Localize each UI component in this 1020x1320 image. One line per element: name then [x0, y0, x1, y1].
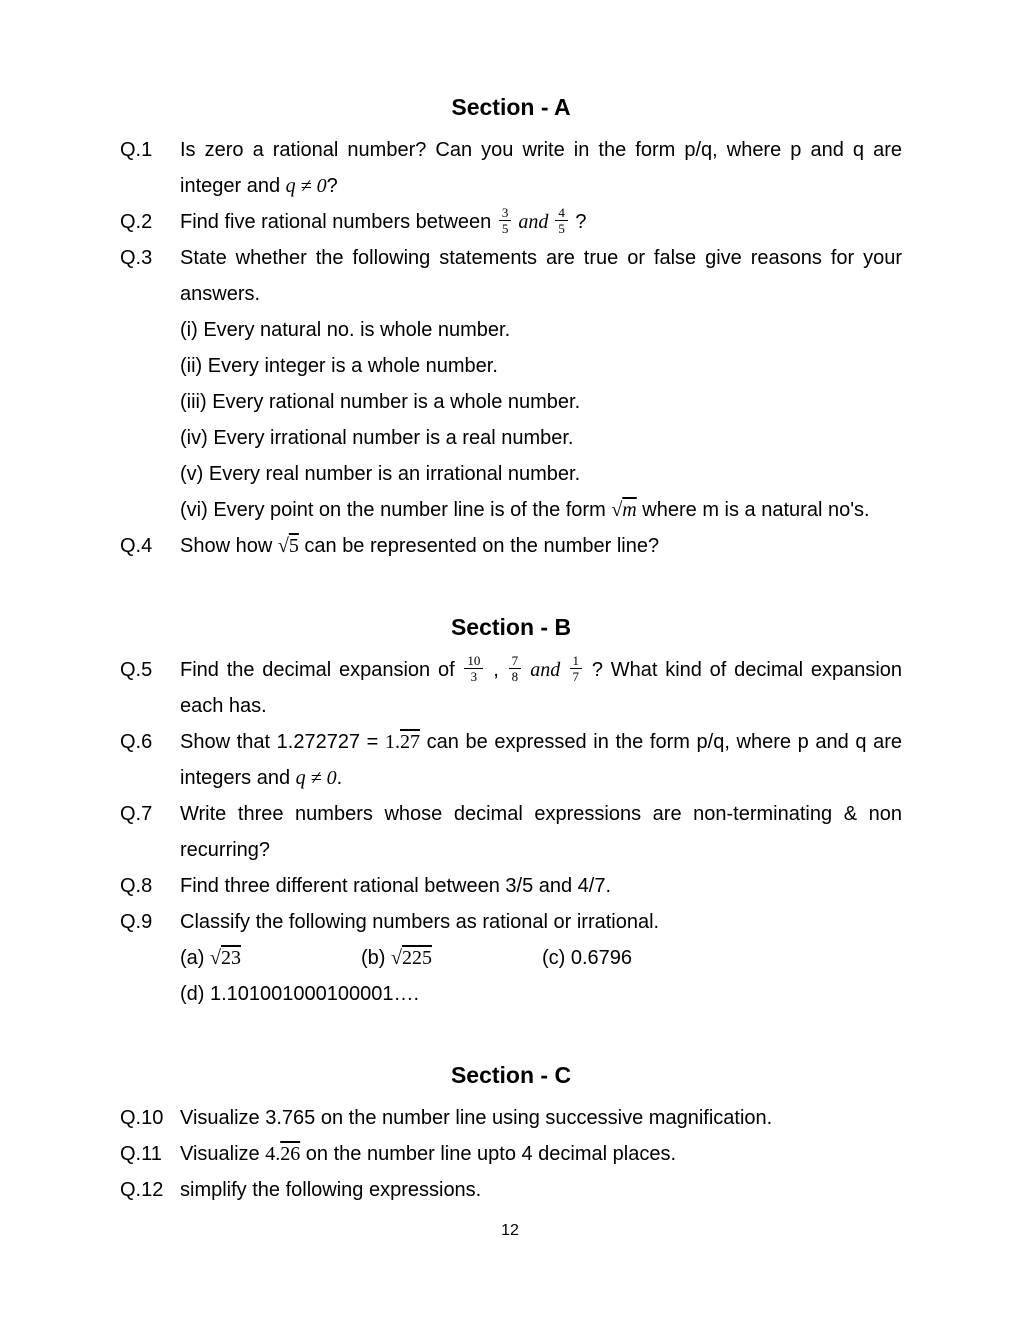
text-segment: Is zero a rational number? Can you write in the form p/q, where p and q are integer and [180, 139, 902, 197]
question-q5-label: Q.5 [120, 659, 153, 681]
repeating-decimal: 26 [280, 1143, 301, 1165]
question-q7-text: Write three numbers whose decimal expressions are non-terminating & non recurring? [180, 803, 902, 861]
question-q12-text: simplify the following expressions. [180, 1179, 482, 1201]
decimal-prefix: 4. [265, 1143, 281, 1165]
fraction [509, 653, 522, 684]
question-q10-text: Visualize 3.765 on the number line using successive magnification. [180, 1107, 773, 1129]
text-segment: ? [326, 175, 338, 197]
text-segment: , [485, 659, 507, 681]
text-segment: ? What kind of decimal expansion each has. [180, 659, 903, 717]
fraction-denominator: 5 [558, 221, 565, 237]
statement-item: (v) Every real number is an irrational number. [180, 463, 581, 485]
radicand: 5 [288, 535, 299, 557]
question-q4-label: Q.4 [120, 535, 153, 557]
question-q9-text [180, 904, 902, 1012]
option-a [180, 940, 361, 976]
text-segment: on the number line upto 4 decimal places. [300, 1143, 677, 1165]
fraction-denominator: 5 [501, 221, 509, 237]
text-segment: can be represented on the number line? [298, 535, 660, 557]
radical-icon: √ [611, 499, 623, 521]
question-q8-text: Find three different rational between 3/5 and 4/7. [180, 875, 612, 897]
sqrt-expression [391, 947, 432, 969]
statement-item: (iii) Every rational number is a whole number. [180, 391, 581, 413]
fraction-numerator: 4 [555, 205, 568, 221]
option-label: (b) [361, 947, 391, 969]
fraction [464, 653, 483, 684]
text-segment: Show that 1.272727 = [180, 731, 385, 753]
question-q4 [120, 528, 902, 564]
section-b-title: Section - B [450, 614, 572, 640]
question-q2-text [180, 204, 902, 240]
question-q8 [120, 868, 902, 904]
question-q6-label: Q.6 [120, 731, 153, 753]
question-q8-label: Q.8 [120, 875, 153, 897]
question-q5 [120, 652, 902, 724]
text-segment: Visualize [180, 1143, 266, 1165]
question-q4-text [180, 528, 902, 564]
question-q3-label: Q.3 [120, 247, 153, 269]
text-segment: Show how [180, 535, 278, 557]
text-segment: can be expressed in the form p/q, where p and q are integers and [180, 731, 903, 789]
sqrt-expression [278, 535, 299, 557]
question-q12-label: Q.12 [120, 1179, 164, 1201]
question-q9-options [180, 940, 902, 976]
question-q10-label: Q.10 [120, 1107, 164, 1129]
math-segment [265, 1143, 300, 1165]
text-segment: . [336, 767, 343, 789]
question-q6-text [180, 724, 902, 796]
option-c: (c) 0.6796 [542, 947, 633, 969]
question-q7 [120, 796, 902, 868]
page-number: 12 [501, 1222, 519, 1239]
question-q6 [120, 724, 902, 796]
question-q11 [120, 1136, 902, 1172]
math-segment: and [513, 211, 554, 233]
fraction-denominator: 3 [470, 669, 478, 685]
sqrt-expression [210, 947, 241, 969]
question-q9-intro: Classify the following numbers as rational or irrational. [180, 911, 660, 933]
question-q7-label: Q.7 [120, 803, 153, 825]
question-q3-text [180, 240, 902, 528]
fraction-denominator: 7 [572, 669, 580, 685]
radical-icon: √ [391, 947, 402, 969]
radicand: m [622, 499, 637, 521]
text-segment: Find the decimal expansion of [180, 659, 463, 681]
section-a-title: Section - A [451, 94, 571, 120]
radicand: 225 [401, 947, 432, 969]
math-segment: and [523, 659, 568, 681]
math-segment: q ≠ 0 [295, 767, 337, 789]
text-segment: Find five rational numbers between [180, 211, 497, 233]
fraction [570, 653, 583, 684]
text-segment: (vi) Every point on the number line is of the form [180, 499, 612, 521]
question-q5-text [180, 652, 902, 724]
fraction-denominator: 8 [511, 669, 519, 685]
question-q9 [120, 904, 902, 1012]
statement-item: (i) Every natural no. is whole number. [180, 319, 511, 341]
question-q2-label: Q.2 [120, 211, 153, 233]
section-c-title: Section - C [450, 1062, 572, 1088]
fraction-numerator: 1 [570, 653, 583, 669]
question-q3-intro: State whether the following statements are true or false give reasons for your answers. [180, 247, 902, 305]
statement-item: (iv) Every irrational number is a real number. [180, 427, 574, 449]
question-q3 [120, 240, 902, 528]
fraction-numerator: 7 [509, 653, 522, 669]
question-q1 [120, 132, 902, 204]
text-segment: where m is a natural no's. [636, 499, 870, 521]
option-b [361, 940, 542, 976]
option-d: (d) 1.101001000100001…. [180, 983, 420, 1005]
question-q1-label: Q.1 [120, 139, 153, 161]
statement-item: (ii) Every integer is a whole number. [180, 355, 498, 377]
statement-item [180, 492, 902, 528]
question-q9-label: Q.9 [120, 911, 153, 933]
fraction [555, 205, 568, 236]
question-q1-text [180, 132, 902, 204]
math-segment: q ≠ 0 [285, 175, 327, 197]
question-q10 [120, 1100, 902, 1136]
question-q11-label: Q.11 [120, 1143, 162, 1165]
radical-icon: √ [277, 535, 289, 557]
repeating-decimal: 27 [400, 731, 420, 753]
option-label: (a) [180, 947, 210, 969]
text-segment: ? [569, 211, 587, 233]
fraction-numerator: 10 [464, 653, 483, 669]
question-q12 [120, 1172, 902, 1208]
question-q2 [120, 204, 902, 240]
fraction [499, 205, 512, 236]
decimal-prefix: 1. [385, 731, 400, 753]
question-q11-text [180, 1136, 902, 1172]
radicand: 23 [220, 947, 241, 969]
math-segment [385, 731, 420, 753]
fraction-numerator: 3 [499, 205, 512, 221]
sqrt-expression [611, 499, 636, 521]
radical-icon: √ [210, 947, 221, 969]
